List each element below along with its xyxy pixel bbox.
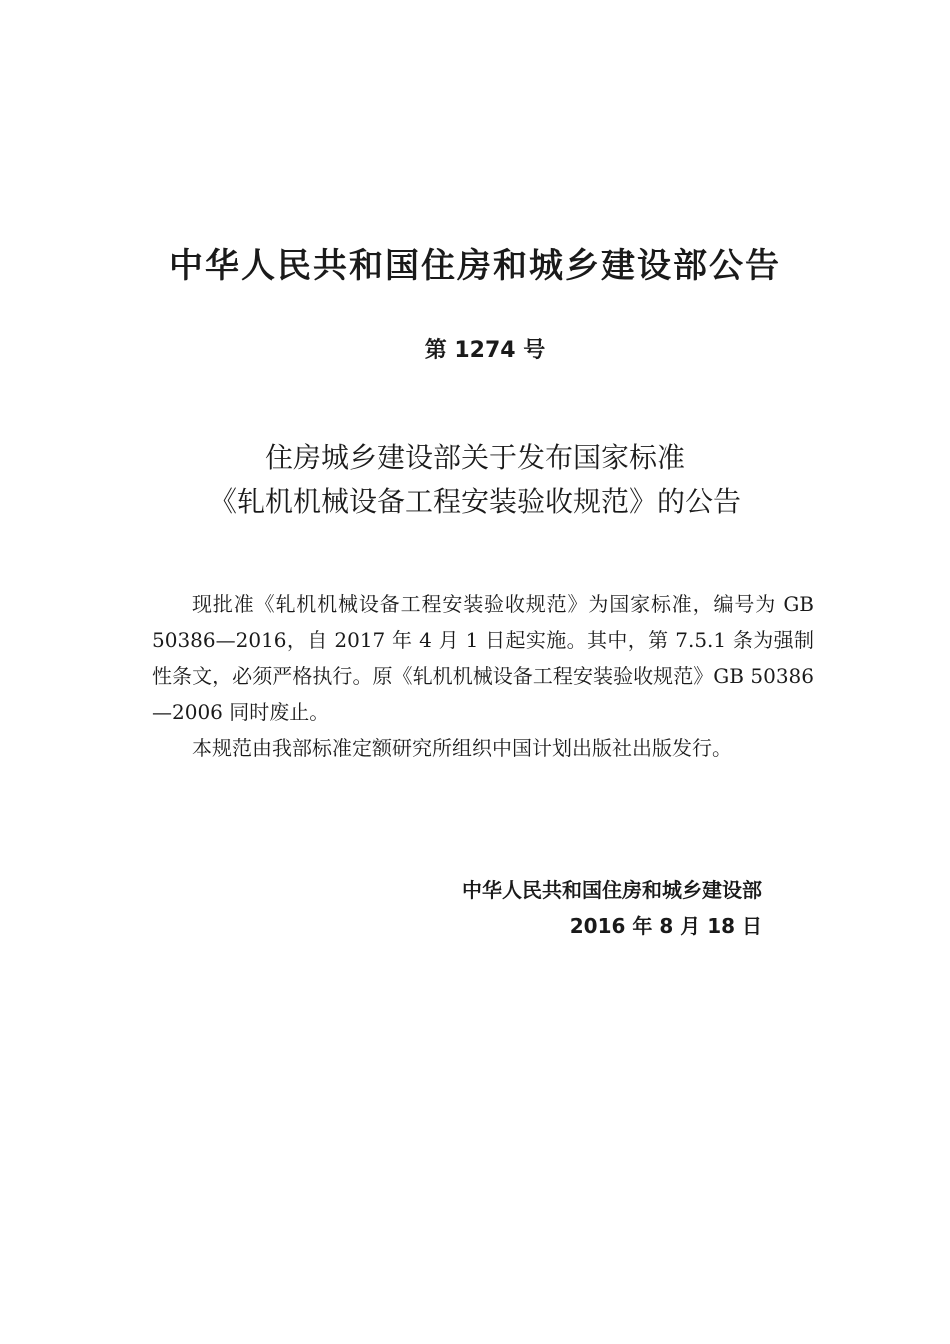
body-paragraph: 本规范由我部标准定额研究所组织中国计划出版社出版发行。 [192,736,732,760]
subject-line-1: 住房城乡建设部关于发布国家标准 [264,441,685,474]
signature-issuer: 中华人民共和国住房和城乡建设部 [462,878,762,902]
subject-line-2: 《轧机机械设备工程安装验收规范》的公告 [208,485,741,518]
announcement-number: 第 1274 号 [424,338,546,363]
signature-block [0,872,762,944]
announcement-body [152,586,814,766]
body-paragraph: 现批准《轧机机械设备工程安装验收规范》为国家标准，编号为 GB 50386—2016，自 2017 年 4 月 1 日起实施。其中，第 7.5.1 条为强制性条文，必须严格执行。原《轧机机械设备工程安装验收规范》GB 50386—2006 同时废止。 [152,592,814,724]
issuer-heading: 中华人民共和国住房和城乡建设部公告 [169,246,781,286]
announcement-subject [0,436,950,524]
signature-date: 2016 年 8 月 18 日 [569,914,762,938]
